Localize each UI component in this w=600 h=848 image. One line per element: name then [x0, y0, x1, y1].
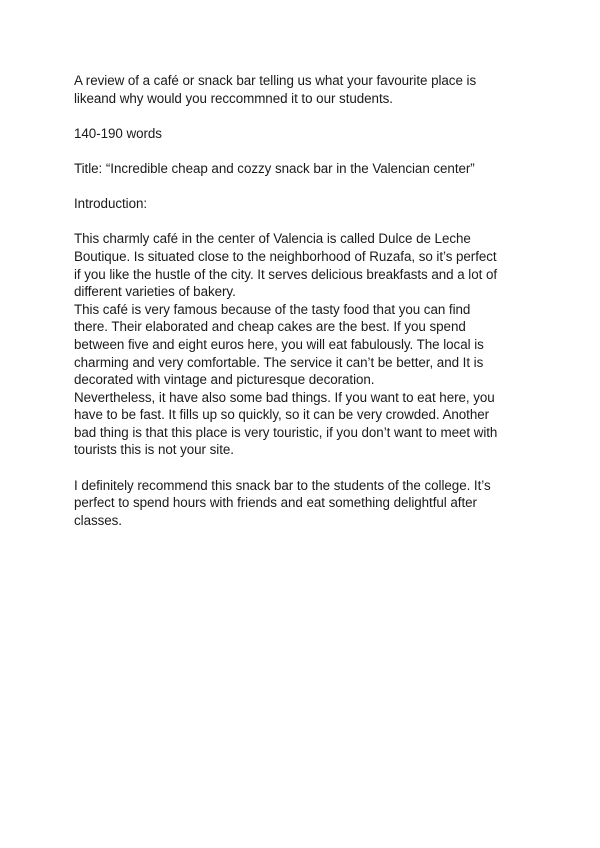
word-count: 140-190 words: [74, 125, 162, 141]
body-line: Nevertheless, it have also some bad things. If you want to eat here, you: [74, 389, 495, 405]
prompt-line-2: likeand why would you reccommned it to our students.: [74, 90, 393, 106]
document-body: [74, 72, 534, 529]
body-line: This café is very famous because of the tasty food that you can find: [74, 301, 471, 317]
conclusion-line: perfect to spend hours with friends and eat something delightful after: [74, 495, 477, 511]
body-line: Boutique. Is situated close to the neighborhood of Ruzafa, so it’s perfect: [74, 248, 497, 264]
body-line: charming and very comfortable. The service it can’t be better, and It is: [74, 354, 484, 370]
body-line: different varieties of bakery.: [74, 284, 236, 300]
body-line: decorated with vintage and picturesque decoration.: [74, 372, 375, 388]
conclusion-line: I definitely recommend this snack bar to the students of the college. It’s: [74, 477, 491, 493]
prompt-line-1: A review of a café or snack bar telling us what your favourite place is: [74, 73, 477, 88]
body-line: if you like the hustle of the city. It serves delicious breakfasts and a lot of: [74, 266, 498, 282]
body-line: there. Their elaborated and cheap cakes are the best. If you spend: [74, 319, 466, 335]
body-line: This charmly café in the center of Valencia is called Dulce de Leche: [74, 231, 471, 247]
introduction-label: Introduction:: [74, 196, 148, 212]
body-line: between five and eight euros here, you will eat fabulously. The local is: [74, 336, 484, 352]
body-line: have to be fast. It fills up so quickly, so it can be very crowded. Another: [74, 407, 490, 423]
conclusion-line: classes.: [74, 512, 122, 528]
body-line: tourists this is not your site.: [74, 442, 234, 458]
body-line: bad thing is that this place is very touristic, if you don’t want to meet with: [74, 424, 498, 440]
document-title: Title: “Incredible cheap and cozzy snack bar in the Valencian center”: [74, 160, 475, 176]
